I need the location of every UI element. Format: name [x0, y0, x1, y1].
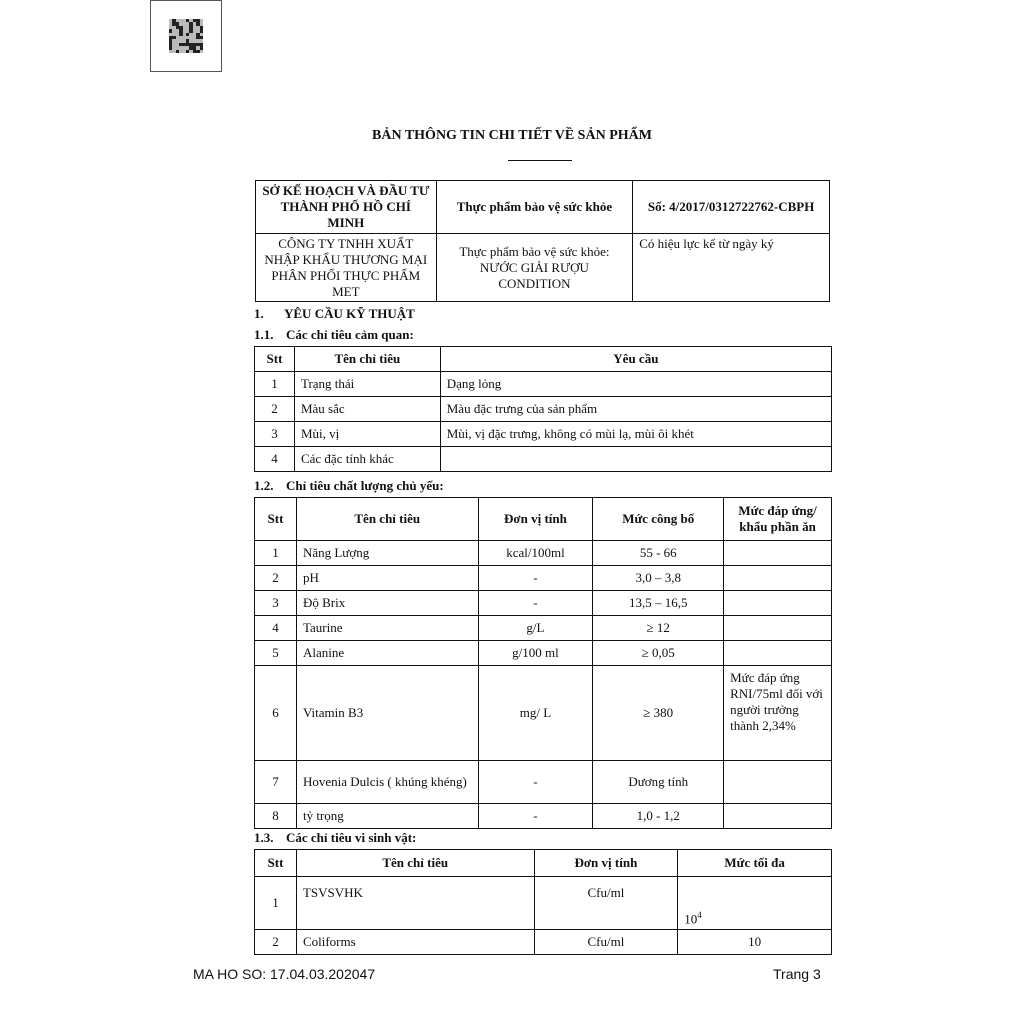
cell-stt: 2: [255, 566, 297, 591]
cell-stt: 4: [255, 616, 297, 641]
document-title: BẢN THÔNG TIN CHI TIẾT VỀ SẢN PHẨM: [372, 128, 652, 143]
cell-stt: 3: [255, 591, 297, 616]
cell-declared: Dương tính: [593, 761, 724, 804]
header-table: [255, 180, 830, 302]
col-header-declared-level: Mức công bố: [593, 498, 724, 541]
cell-name: TSVSVHK: [296, 877, 534, 930]
section-1-2-heading: [254, 478, 444, 494]
section-1-2-number: 1.2.: [254, 478, 274, 493]
cell-unit: kcal/100ml: [478, 541, 593, 566]
col-header-max: Mức tối đa: [678, 850, 832, 877]
table-row: [255, 591, 832, 616]
col-header-unit: Đơn vị tính: [478, 498, 593, 541]
quality-header-row: [255, 498, 832, 541]
cell-unit: -: [478, 591, 593, 616]
page-number: Trang 3: [773, 966, 821, 982]
quality-table: [254, 497, 832, 829]
microbiology-header-row: [255, 850, 832, 877]
microbiology-table: [254, 849, 832, 955]
company-cell: CÔNG TY TNHH XUẤT NHẬP KHẨU THƯƠNG MẠI PHÂN PHỐI THỰC PHẨM MET: [256, 234, 437, 302]
cell-name: Trạng thái: [294, 372, 440, 397]
cell-unit: -: [478, 804, 593, 829]
table-row: [255, 372, 832, 397]
product-cell: [436, 234, 633, 302]
cell-unit: g/L: [478, 616, 593, 641]
cell-stt: 1: [255, 541, 297, 566]
cell-declared: ≥ 12: [593, 616, 724, 641]
cell-stt: 1: [255, 372, 295, 397]
col-header-name: Tên chỉ tiêu: [296, 498, 478, 541]
cell-serving: [724, 566, 832, 591]
col-header-stt: Stt: [255, 347, 295, 372]
cell-name: Mùi, vị: [294, 422, 440, 447]
sensory-table: [254, 346, 832, 472]
cell-unit: -: [478, 566, 593, 591]
cell-name: Hovenia Dulcis ( khúng khéng): [296, 761, 478, 804]
section-1-3-heading: [254, 830, 416, 846]
header-row-2: [256, 234, 830, 302]
table-row: [255, 804, 832, 829]
product-line-3: CONDITION: [498, 275, 571, 291]
table-row: [255, 666, 832, 761]
record-code: MA HO SO: 17.04.03.202047: [193, 966, 376, 982]
table-row: [255, 422, 832, 447]
cell-serving: [724, 616, 832, 641]
cell-serving: [724, 541, 832, 566]
section-1-2-title: Chỉ tiêu chất lượng chủ yếu:: [286, 478, 444, 493]
cell-serving: [724, 641, 832, 666]
max-exponent: 4: [697, 909, 702, 920]
cell-stt: 1: [255, 877, 297, 930]
cell-stt: 3: [255, 422, 295, 447]
sensory-header-row: [255, 347, 832, 372]
table-row: [255, 930, 832, 955]
cell-declared: ≥ 0,05: [593, 641, 724, 666]
section-1-1-number: 1.1.: [254, 327, 274, 342]
section-1-number: 1.: [254, 306, 264, 321]
cell-name: Alanine: [296, 641, 478, 666]
cell-stt: 5: [255, 641, 297, 666]
col-header-serving-level: Mức đáp ứng/ khẩu phần ăn: [724, 498, 832, 541]
cell-name: Độ Brix: [296, 591, 478, 616]
cell-requirement: Màu đặc trưng của sản phẩm: [440, 397, 831, 422]
cell-name: Các đặc tính khác: [294, 447, 440, 472]
cell-unit: mg/ L: [478, 666, 593, 761]
qr-code-frame: [150, 0, 222, 72]
cell-declared: 13,5 – 16,5: [593, 591, 724, 616]
cell-unit: Cfu/ml: [534, 930, 678, 955]
table-row: [255, 397, 832, 422]
col-header-stt: Stt: [255, 498, 297, 541]
authority-cell: SỞ KẾ HOẠCH VÀ ĐẦU TƯ THÀNH PHỐ HỒ CHÍ MINH: [256, 181, 437, 234]
col-header-name: Tên chỉ tiêu: [296, 850, 534, 877]
max-base: 10: [684, 911, 698, 926]
cell-serving: Mức đáp ứng RNI/75ml đối với người trưởng thành 2,34%: [724, 666, 832, 761]
cell-max: [678, 877, 832, 930]
cell-requirement: [440, 447, 831, 472]
cell-name: Coliforms: [296, 930, 534, 955]
section-1-3-title: Các chỉ tiêu vi sinh vật:: [286, 830, 417, 845]
cell-max: 10: [678, 930, 832, 955]
cell-requirement: Dạng lỏng: [440, 372, 831, 397]
cell-stt: 8: [255, 804, 297, 829]
col-header-requirement: Yêu cầu: [440, 347, 831, 372]
cell-serving: [724, 761, 832, 804]
product-line-2: NƯỚC GIẢI RƯỢU: [479, 259, 589, 275]
section-1-heading: [254, 306, 415, 322]
cell-unit: g/100 ml: [478, 641, 593, 666]
col-header-name: Tên chỉ tiêu: [294, 347, 440, 372]
cell-name: Vitamin B3: [296, 666, 478, 761]
cell-unit: -: [478, 761, 593, 804]
table-row: [255, 447, 832, 472]
cell-declared: 1,0 - 1,2: [593, 804, 724, 829]
effective-cell: Có hiệu lực kể từ ngày ký: [633, 234, 830, 302]
category-cell: Thực phẩm bảo vệ sức khỏe: [436, 181, 633, 234]
cell-unit: Cfu/ml: [534, 877, 678, 930]
header-row-1: [256, 181, 830, 234]
cell-name: Năng Lượng: [296, 541, 478, 566]
cell-serving: [724, 591, 832, 616]
section-1-1-heading: [254, 327, 414, 343]
cell-stt: 2: [255, 930, 297, 955]
cell-name: tỷ trọng: [296, 804, 478, 829]
section-1-3-number: 1.3.: [254, 830, 274, 845]
table-row: [255, 641, 832, 666]
cell-declared: 55 - 66: [593, 541, 724, 566]
cell-name: Màu sắc: [294, 397, 440, 422]
cell-name: pH: [296, 566, 478, 591]
cell-declared: 3,0 – 3,8: [593, 566, 724, 591]
product-line-1: Thực phẩm bảo vệ sức khỏe:: [459, 243, 610, 259]
cell-stt: 6: [255, 666, 297, 761]
cell-stt: 4: [255, 447, 295, 472]
col-header-stt: Stt: [255, 850, 297, 877]
table-row: [255, 761, 832, 804]
cell-requirement: Mùi, vị đặc trưng, không có mùi lạ, mùi ôi khét: [440, 422, 831, 447]
col-header-unit: Đơn vị tính: [534, 850, 678, 877]
section-1-1-title: Các chỉ tiêu cảm quan:: [286, 327, 414, 342]
cell-stt: 7: [255, 761, 297, 804]
cell-declared: ≥ 380: [593, 666, 724, 761]
table-row: [255, 877, 832, 930]
table-row: [255, 616, 832, 641]
cell-stt: 2: [255, 397, 295, 422]
table-row: [255, 541, 832, 566]
cell-name: Taurine: [296, 616, 478, 641]
qr-code-icon: [169, 19, 203, 53]
title-underline: [508, 160, 572, 161]
section-1-title: YÊU CẦU KỸ THUẬT: [284, 306, 415, 321]
cell-serving: [724, 804, 832, 829]
number-cell: Số: 4/2017/0312722762-CBPH: [633, 181, 830, 234]
table-row: [255, 566, 832, 591]
